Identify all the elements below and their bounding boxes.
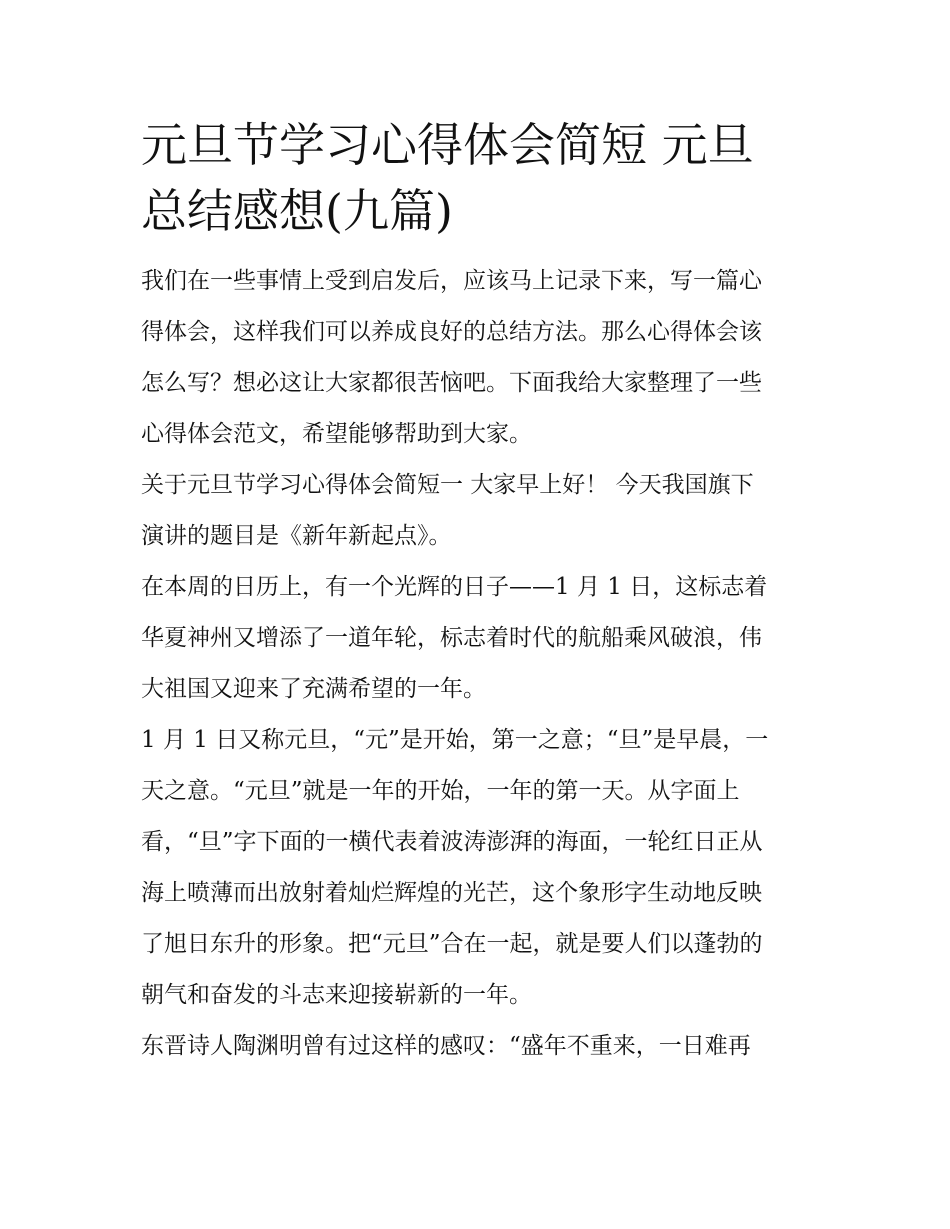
text-line: 海上喷薄而出放射着灿烂辉煌的光芒，这个象形字生动地反映 [141,880,762,906]
paragraph-calendar [141,562,813,715]
text-line: 看，“旦”字下面的一横代表着波涛澎湃的海面，一轮红日正从 [141,829,763,855]
paragraph-intro [141,256,813,460]
text-line: 怎么写？想必这让大家都很苦恼吧。下面我给大家整理了一些 [141,370,762,396]
text-line: 朝气和奋发的斗志来迎接崭新的一年。 [141,982,532,1008]
document-content [141,112,813,1072]
text-line: 华夏神州又增添了一道年轮，标志着时代的航船乘风破浪，伟 [141,625,762,651]
text-line: 关于元旦节学习心得体会简短一 大家早上好！ 今天我国旗下 [141,472,754,498]
text-line: 演讲的题目是《新年新起点》。 [141,523,452,549]
text-line: 东晋诗人陶渊明曾有过这样的感叹：“盛年不重来，一日难再 [141,1033,751,1059]
text-line: 大祖国又迎来了充满希望的一年。 [141,676,486,702]
document-body [141,256,813,1072]
text-line: 我们在一些事情上受到启发后，应该马上记录下来，写一篇心 [141,268,762,294]
paragraph-speech-topic [141,460,813,562]
text-line: 心得体会范文，希望能够帮助到大家。 [141,421,532,447]
title-line: 总结感想(九篇) [141,184,453,238]
text-line: 1 月 1 日又称元旦，“元”是开始，第一之意；“旦”是早晨，一 [141,727,769,753]
text-line: 了旭日东升的形象。把“元旦”合在一起，就是要人们以蓬勃的 [141,931,763,957]
text-line: 在本周的日历上，有一个光辉的日子——1 月 1 日，这标志着 [141,574,768,600]
text-line: 天之意。“元旦”就是一年的开始，一年的第一天。从字面上 [141,778,740,804]
document-title [141,112,813,244]
title-line: 元旦节学习心得体会简短 元旦 [141,118,754,172]
paragraph-poet-quote [141,1021,813,1072]
text-line: 得体会，这样我们可以养成良好的总结方法。那么心得体会该 [141,319,762,345]
paragraph-yuandan-meaning [141,715,813,1021]
